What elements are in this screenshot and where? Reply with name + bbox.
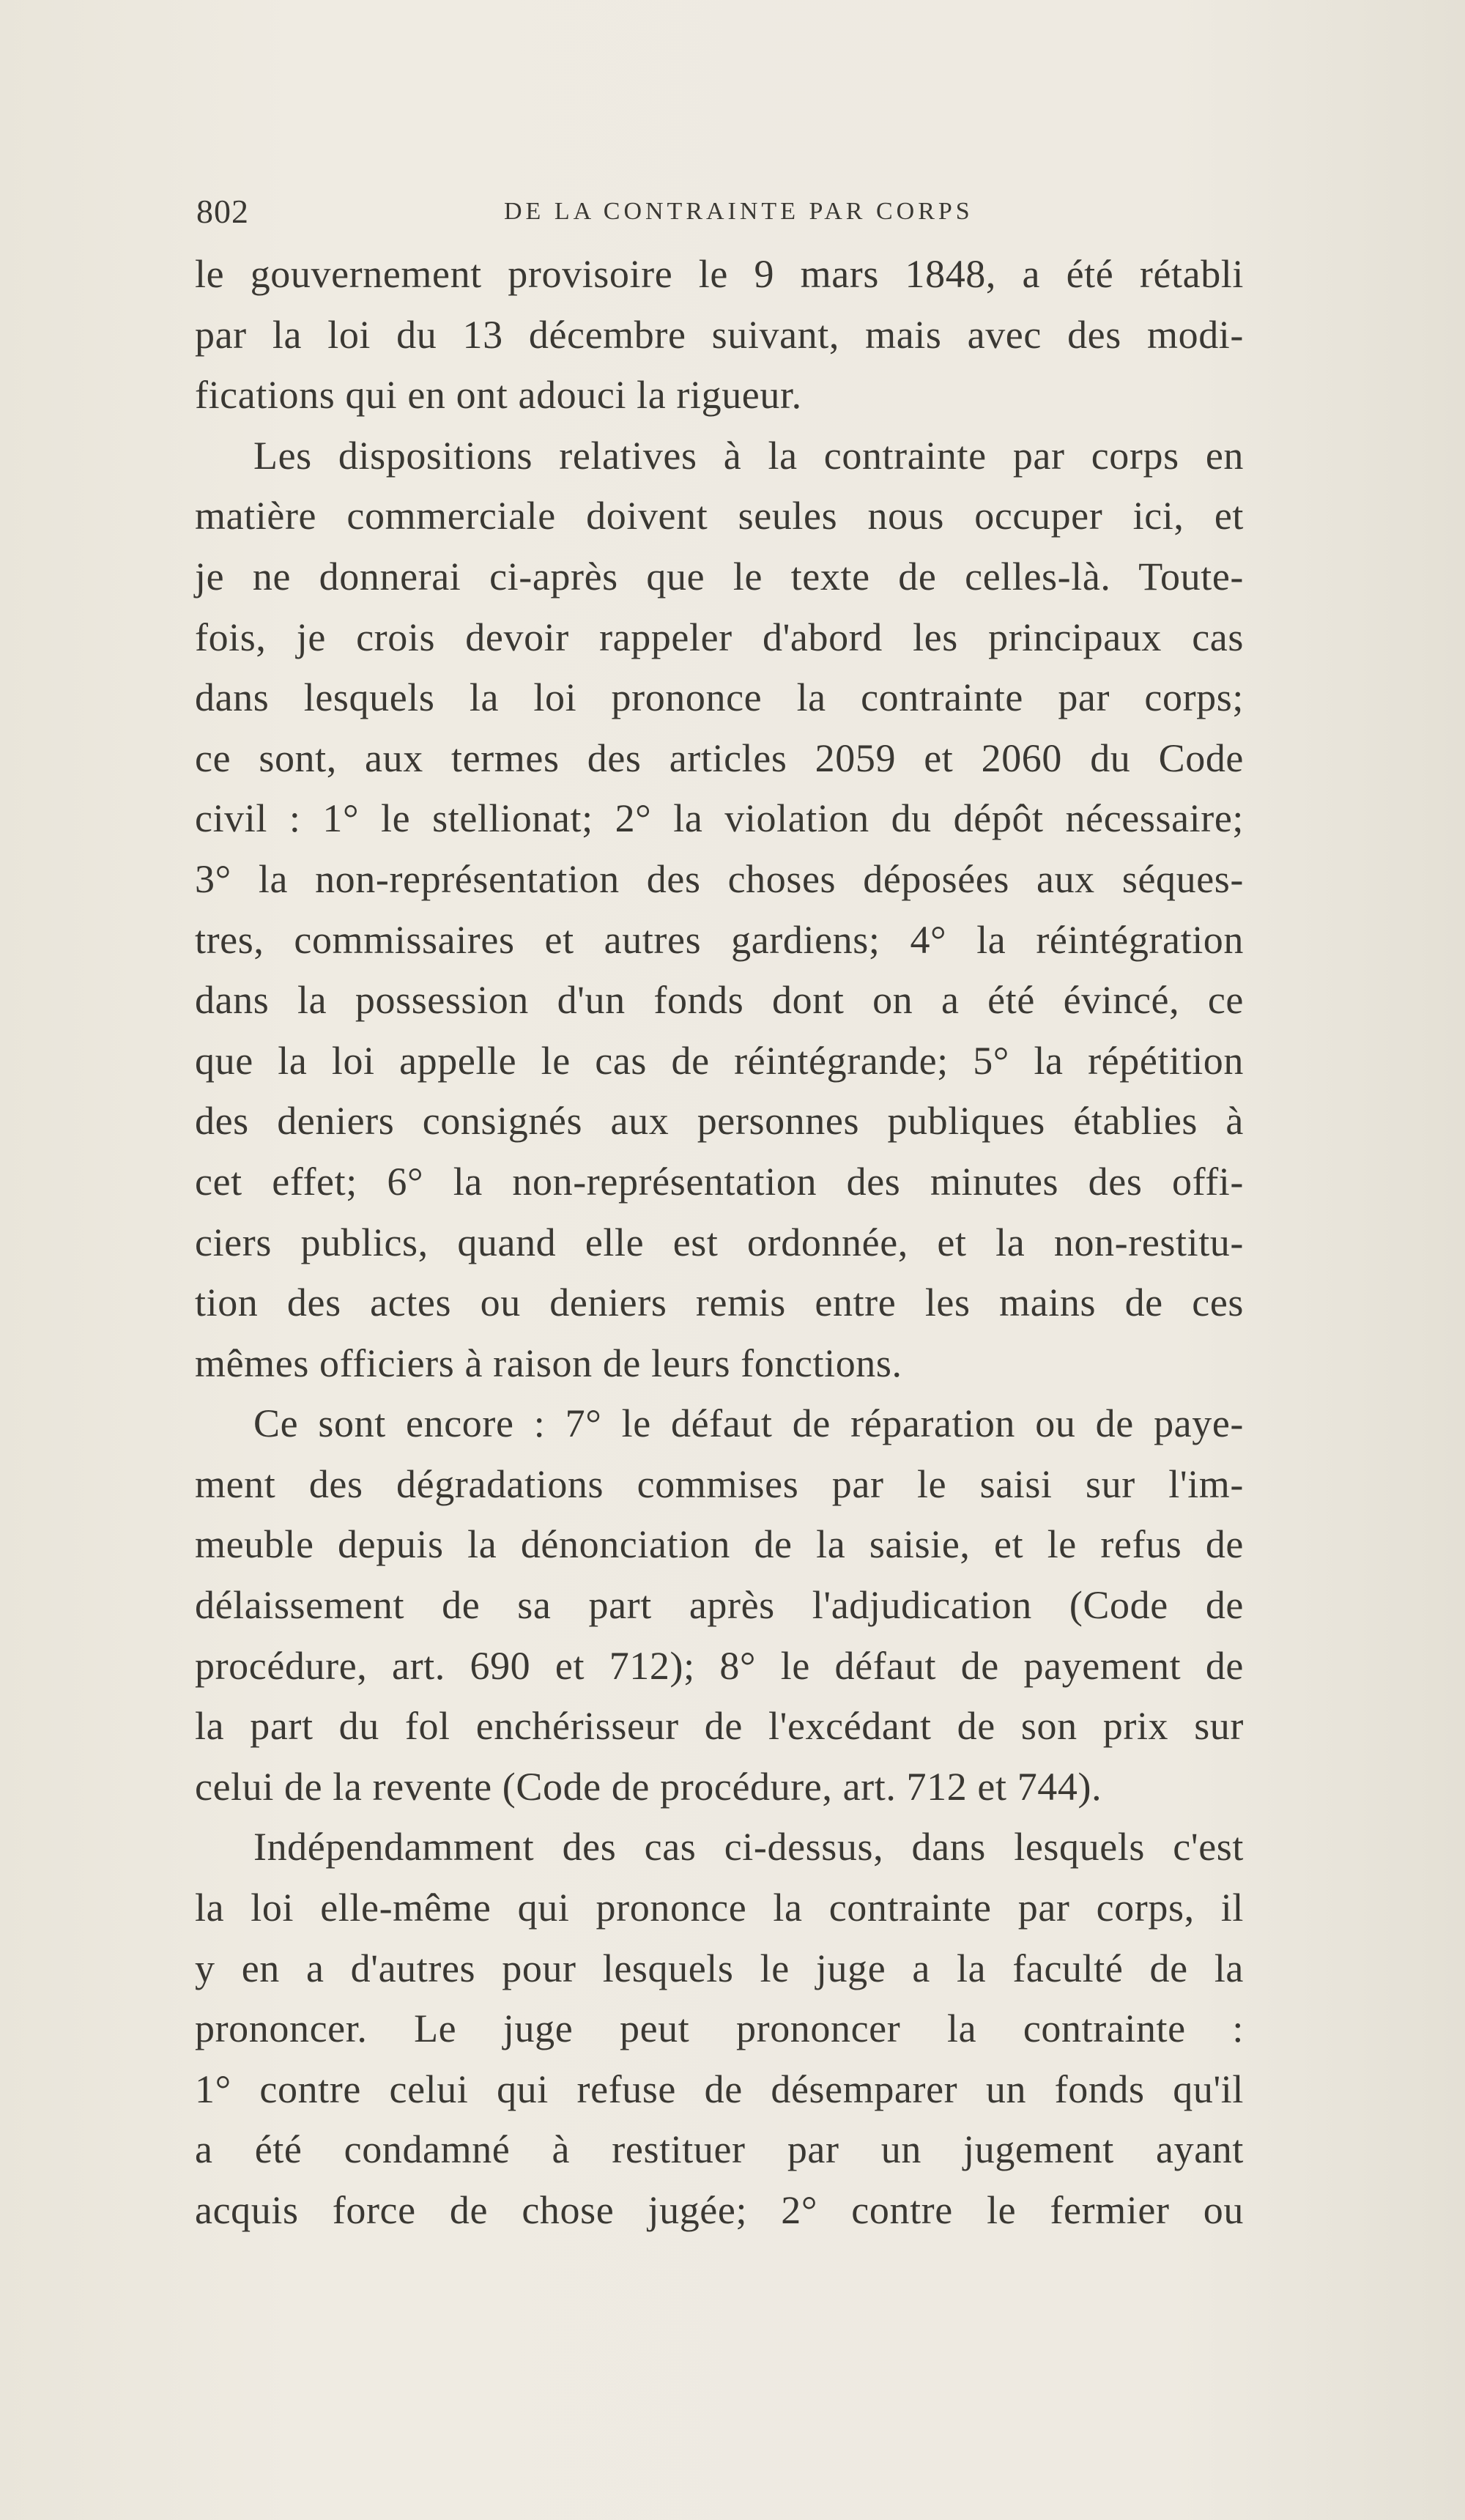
text-line: par la loi du 13 décembre suivant, mais avec des modi- bbox=[195, 312, 1244, 357]
text-line: dans la possession d'un fonds dont on a été évincé, ce bbox=[195, 978, 1244, 1023]
body-text bbox=[195, 244, 1244, 2241]
text-line: des deniers consignés aux personnes publiques établies à bbox=[195, 1099, 1244, 1144]
text-line: matière commerciale doivent seules nous occuper ici, et bbox=[195, 494, 1244, 538]
page-number: 802 bbox=[196, 193, 249, 230]
running-head bbox=[196, 192, 1214, 230]
text-line: que la loi appelle le cas de réintégrande; 5° la répétition bbox=[195, 1038, 1244, 1083]
text-line: a été condamné à restituer par un jugement ayant bbox=[195, 2127, 1244, 2172]
text-line: Indépendamment des cas ci-dessus, dans lesquels c'est bbox=[253, 1825, 1244, 1869]
text-line: acquis force de chose jugée; 2° contre le fermier ou bbox=[195, 2188, 1244, 2232]
text-line: ment des dégradations commises par le saisi sur l'im- bbox=[195, 1461, 1244, 1506]
text-line: je ne donnerai ci-après que le texte de celles-là. Toute- bbox=[195, 554, 1244, 598]
text-line: mêmes officiers à raison de leurs fonctions. bbox=[195, 1341, 902, 1385]
text-line: tion des actes ou deniers remis entre les mains de ces bbox=[195, 1281, 1244, 1325]
text-line: la loi elle-même qui prononce la contrainte par corps, il bbox=[195, 1886, 1244, 1930]
text-line: fois, je crois devoir rappeler d'abord les principaux cas bbox=[195, 615, 1244, 659]
text-line: ce sont, aux termes des articles 2059 et 2060 du Code bbox=[195, 735, 1244, 780]
text-line: dans lesquels la loi prononce la contrainte par corps; bbox=[195, 675, 1244, 720]
text-line: Ce sont encore : 7° le défaut de réparation ou de paye- bbox=[253, 1401, 1244, 1446]
text-line: ciers publics, quand elle est ordonnée, et la non-restitu- bbox=[195, 1220, 1244, 1264]
text-line: Les dispositions relatives à la contrainte par corps en bbox=[253, 433, 1244, 478]
text-line: celui de la revente (Code de procédure, art. 712 et 744). bbox=[195, 1764, 1102, 1809]
text-line: la part du fol enchérisseur de l'excédant de son prix sur bbox=[195, 1704, 1244, 1749]
text-line: civil : 1° le stellionat; 2° la violation du dépôt nécessaire; bbox=[195, 796, 1244, 841]
text-line: y en a d'autres pour lesquels le juge a la faculté de la bbox=[195, 1946, 1244, 1990]
text-line: tres, commissaires et autres gardiens; 4° la réintégration bbox=[195, 917, 1244, 962]
text-line: fications qui en ont adouci la rigueur. bbox=[195, 373, 802, 418]
text-line: le gouvernement provisoire le 9 mars 1848, a été rétabli bbox=[195, 252, 1244, 296]
text-line: procédure, art. 690 et 712); 8° le défaut de payement de bbox=[195, 1643, 1244, 1688]
text-line: meuble depuis la dénonciation de la saisie, et le refus de bbox=[195, 1522, 1244, 1567]
text-line: délaissement de sa part après l'adjudication (Code de bbox=[195, 1583, 1244, 1628]
text-line: prononcer. Le juge peut prononcer la contrainte : bbox=[195, 2006, 1244, 2051]
text-line: 1° contre celui qui refuse de désemparer un fonds qu'il bbox=[195, 2067, 1244, 2111]
text-line: cet effet; 6° la non-représentation des minutes des offi- bbox=[195, 1159, 1244, 1204]
text-line: 3° la non-représentation des choses déposées aux séques- bbox=[195, 856, 1244, 901]
running-title: DE LA CONTRAINTE PAR CORPS bbox=[504, 198, 973, 225]
